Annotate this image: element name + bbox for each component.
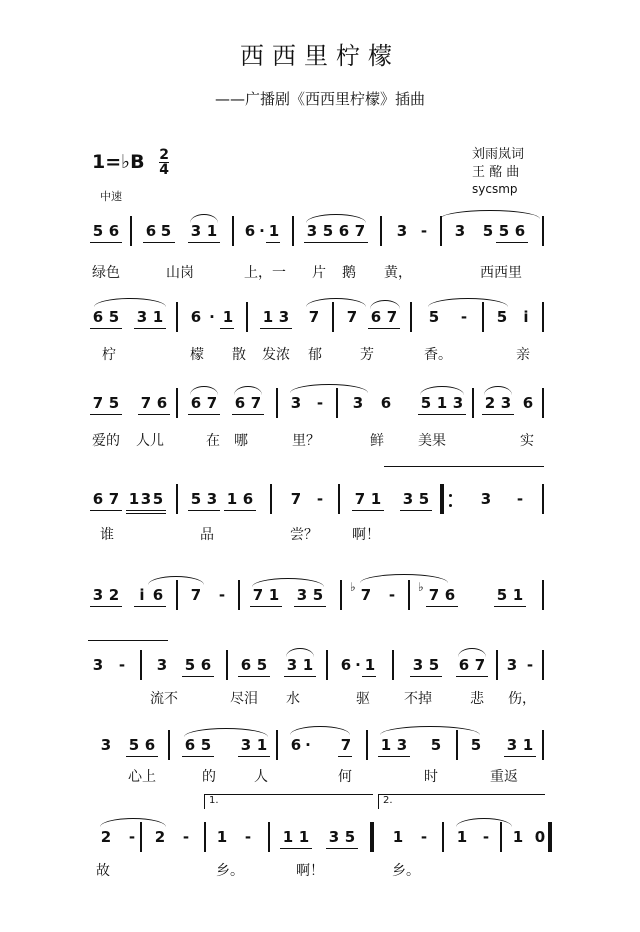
note: 0 (534, 828, 546, 846)
lyric: 发浓 (262, 347, 290, 363)
note: 3 (328, 828, 340, 846)
note: 1 (522, 736, 534, 754)
note: 2 (154, 828, 166, 846)
lyricist-credit: 刘雨岚词 (472, 147, 525, 162)
note: 1 (216, 828, 228, 846)
lyric: 的 (202, 769, 216, 785)
notes-row-1 (0, 222, 640, 246)
lyric: 尝？ (290, 527, 318, 543)
note: 5 (128, 736, 140, 754)
note: - (526, 656, 534, 674)
note: 6 (242, 490, 254, 508)
note: 5 (312, 586, 324, 604)
note: 3 (402, 490, 414, 508)
notes-row-3 (0, 394, 640, 418)
note: 1 (128, 490, 140, 508)
note: 3 (278, 308, 290, 326)
note: 7 (308, 308, 320, 326)
note: 7 (428, 586, 440, 604)
note: 3 (156, 656, 168, 674)
note: 1 (392, 828, 404, 846)
note: 2 (108, 586, 120, 604)
note: 6 (514, 222, 526, 240)
note: 3 (100, 736, 112, 754)
note: 6 (458, 656, 470, 674)
note: 6 (190, 308, 202, 326)
note: 6 (144, 736, 156, 754)
note: - (118, 656, 126, 674)
note: 7 (474, 656, 486, 674)
note: 7 (290, 490, 302, 508)
note: - (460, 308, 468, 326)
note: 7 (354, 490, 366, 508)
note: 5 (108, 308, 120, 326)
lyric: 悲 (470, 691, 484, 707)
lyric: 鹅 (342, 265, 356, 281)
lyric: 何 (338, 769, 352, 785)
note: 7 (252, 586, 264, 604)
note: 3 (286, 656, 298, 674)
time-sig-numerator: 2 (159, 147, 169, 163)
note: 1 (302, 656, 314, 674)
note: 7 (92, 394, 104, 412)
lyric: 水 (286, 691, 300, 707)
note: 3 (352, 394, 364, 412)
volta-1 (204, 794, 373, 809)
note: 6 (145, 222, 157, 240)
notes-row-2 (0, 308, 640, 332)
lyric: 黄， (384, 265, 412, 281)
note: 6 (240, 656, 252, 674)
lyric: 故 (96, 863, 110, 879)
note: 6 (200, 656, 212, 674)
note: 3 (290, 394, 302, 412)
note: 6 (522, 394, 534, 412)
key-signature (92, 148, 169, 177)
note: 3 (500, 394, 512, 412)
note: 6 (184, 736, 196, 754)
note: 5 (190, 490, 202, 508)
note: 3 (306, 222, 318, 240)
notes-row-7 (0, 736, 640, 760)
note: i (139, 586, 145, 604)
note: 5 (108, 394, 120, 412)
note: 1 (456, 828, 468, 846)
note: 5 (322, 222, 334, 240)
note: 5 (418, 490, 430, 508)
note: 3 (92, 586, 104, 604)
lyric: 人 (254, 769, 268, 785)
note: · (305, 736, 311, 754)
notes-row-6 (0, 656, 640, 680)
note: 5 (160, 222, 172, 240)
lyric: 鲜 (370, 433, 384, 449)
note: - (420, 828, 428, 846)
note: 7 (340, 736, 352, 754)
note: 5 (498, 222, 510, 240)
notes-row-8 (0, 828, 640, 852)
flat-sign: ♭ (350, 580, 356, 594)
note: 5 (152, 490, 164, 508)
note: 6 (92, 490, 104, 508)
note: 5 (428, 308, 440, 326)
note: 1 (370, 490, 382, 508)
note: 3 (92, 656, 104, 674)
note: 6 (190, 394, 202, 412)
note: 3 (396, 736, 408, 754)
lyric: 西西里 (480, 265, 522, 281)
lyric: 实 (520, 433, 534, 449)
note: 6 (152, 586, 164, 604)
lyric: 流不 (150, 691, 178, 707)
note: 6 (340, 656, 352, 674)
notes-row-4 (0, 490, 640, 514)
lyric: 重返 (490, 769, 518, 785)
lyric: 乡。 (392, 863, 420, 879)
note: 5 (470, 736, 482, 754)
lyric: 乡。 (216, 863, 244, 879)
note: 7 (140, 394, 152, 412)
note: 3 (452, 394, 464, 412)
note: 5 (200, 736, 212, 754)
note: 6 (108, 222, 120, 240)
note: - (420, 222, 428, 240)
note: 1 (262, 308, 274, 326)
note: 1 (512, 586, 524, 604)
key-label: 1=♭B (92, 151, 145, 173)
note: 3 (480, 490, 492, 508)
note: 3 (240, 736, 252, 754)
note: 1 (380, 736, 392, 754)
note: - (388, 586, 396, 604)
lyric: 心上 (128, 769, 156, 785)
lyric: 绿色 (92, 265, 120, 281)
note: 3 (396, 222, 408, 240)
lyric: 山岗 (166, 265, 194, 281)
lyric: 柠 (102, 347, 116, 363)
lyric: 亲 (516, 347, 530, 363)
note: i (523, 308, 529, 326)
note: 3 (296, 586, 308, 604)
note: 6 (290, 736, 302, 754)
note: 5 (256, 656, 268, 674)
note: 6 (234, 394, 246, 412)
tempo-marking: 中速 (100, 190, 122, 203)
note: 1 (364, 656, 376, 674)
note: 5 (430, 736, 442, 754)
note: 5 (496, 586, 508, 604)
note: 1 (268, 586, 280, 604)
note: 1 (436, 394, 448, 412)
note: 3 (454, 222, 466, 240)
time-sig-denominator: 4 (159, 162, 169, 178)
note: 7 (190, 586, 202, 604)
note: - (316, 490, 324, 508)
note: 3 (136, 308, 148, 326)
composer-credit: 王 酩 曲 (472, 165, 520, 180)
lyric: 谁 (100, 527, 114, 543)
note: 1 (226, 490, 238, 508)
note: · (209, 308, 215, 326)
lyric: 啊！ (296, 863, 324, 879)
note: 5 (496, 308, 508, 326)
lyric: 人儿 (136, 433, 164, 449)
note: 7 (108, 490, 120, 508)
note: 7 (360, 586, 372, 604)
note: 5 (344, 828, 356, 846)
volta-2 (378, 794, 545, 809)
note: - (128, 828, 136, 846)
note: 5 (428, 656, 440, 674)
note: 6 (380, 394, 392, 412)
note: 6 (92, 308, 104, 326)
note: 3 (412, 656, 424, 674)
note: 7 (250, 394, 262, 412)
note: 1 (206, 222, 218, 240)
note: 3 (506, 736, 518, 754)
note: 3 (206, 490, 218, 508)
lyric: 不掉 (404, 691, 432, 707)
note: 6 (244, 222, 256, 240)
note: 6 (338, 222, 350, 240)
note: 5 (482, 222, 494, 240)
lyric: 上，一 (244, 265, 286, 281)
note: 6 (444, 586, 456, 604)
note: 1 (282, 828, 294, 846)
note: 3 (190, 222, 202, 240)
lyric: 片 (312, 265, 326, 281)
lyric: 散 (232, 347, 246, 363)
note: 6 (370, 308, 382, 326)
note: 1 (222, 308, 234, 326)
lyric: 驱 (356, 691, 370, 707)
note: 1 (512, 828, 524, 846)
lyric: 伤， (508, 691, 536, 707)
note: 5 (420, 394, 432, 412)
lyric: 美果 (418, 433, 446, 449)
lyric: 时 (424, 769, 438, 785)
note: - (316, 394, 324, 412)
note: 1 (152, 308, 164, 326)
note: 2 (484, 394, 496, 412)
notes-row-5 (0, 580, 640, 610)
note: 3 (506, 656, 518, 674)
note: - (244, 828, 252, 846)
note: 7 (386, 308, 398, 326)
song-title: 西西里柠檬 (240, 42, 400, 70)
lyric: 在 (206, 433, 220, 449)
note: · (259, 222, 265, 240)
note: - (182, 828, 190, 846)
note: 5 (184, 656, 196, 674)
uploader-credit: sycsmp (472, 182, 518, 196)
note: - (516, 490, 524, 508)
note: 2 (100, 828, 112, 846)
note: 1 (268, 222, 280, 240)
lyric: 啊！ (352, 527, 380, 543)
song-subtitle: ——广播剧《西西里柠檬》插曲 (214, 90, 425, 108)
note: 1 (256, 736, 268, 754)
lyric: 檬 (190, 347, 204, 363)
note: · (355, 656, 361, 674)
note: 7 (206, 394, 218, 412)
lyric: 哪 (234, 433, 248, 449)
note: - (482, 828, 490, 846)
lyric: 爱的 (92, 433, 120, 449)
lyric: 里？ (292, 433, 320, 449)
lyric: 芳 (360, 347, 374, 363)
note: 5 (92, 222, 104, 240)
note: 3 (140, 490, 152, 508)
note: 1 (298, 828, 310, 846)
volta-1-label: 1. (209, 795, 219, 806)
lyric: 郁 (308, 347, 322, 363)
time-signature (159, 148, 169, 177)
lyric: 品 (200, 527, 214, 543)
note: 7 (354, 222, 366, 240)
note: - (218, 586, 226, 604)
note: 7 (346, 308, 358, 326)
lyric: 尽泪 (230, 691, 258, 707)
note: 6 (156, 394, 168, 412)
lyric: 香。 (424, 347, 452, 363)
flat-sign: ♭ (418, 580, 424, 594)
credits (472, 146, 524, 198)
volta-2-label: 2. (383, 795, 393, 806)
